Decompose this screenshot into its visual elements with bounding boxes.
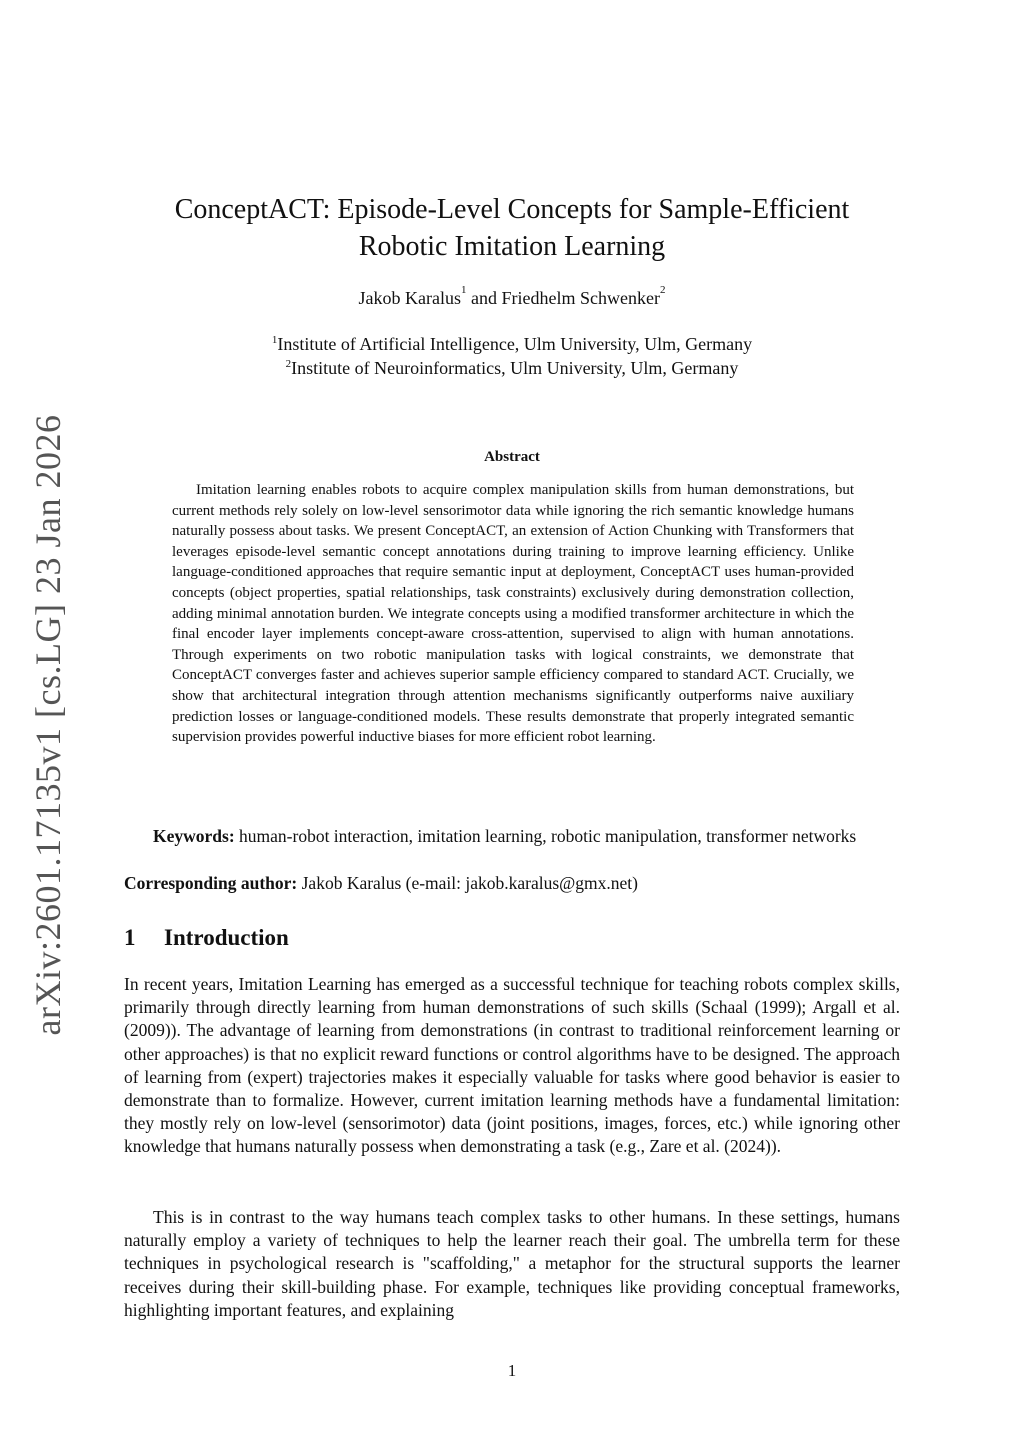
- affiliation-2-text: Institute of Neuroinformatics, Ulm University, Ulm, Germany: [291, 358, 739, 378]
- corresponding-author: [124, 872, 900, 895]
- body-paragraph-2: This is in contrast to the way humans teach complex tasks to other humans. In these settings, humans naturally employ a variety of techniques to help the learner reach their goal. The umbrella term for these techniques in psychological research is "scaffolding," a metaphor for the structural supports the learner receives during their skill-building phase. For example, techniques like providing conceptual frameworks, highlighting important features, and explaining: [124, 1207, 900, 1320]
- affiliation-1-text: Institute of Artificial Intelligence, Ulm University, Ulm, Germany: [277, 334, 753, 354]
- section-heading: [124, 925, 289, 951]
- author-1: Jakob Karalus: [358, 288, 461, 308]
- author-1-affiliation-mark: 1: [461, 284, 467, 296]
- section-number: 1: [124, 925, 136, 950]
- affiliation-1: [150, 332, 874, 356]
- abstract-text: Imitation learning enables robots to acquire complex manipulation skills from human demonstrations, but current methods rely solely on low-level sensorimotor data while ignoring the rich semantic knowledge humans naturally possess about tasks. We present ConceptACT, an extension of Action Chunking with Transformers that leverages episode-level semantic concept annotations during training to improve learning efficiency. Unlike language-conditioned approaches that require semantic input at deployment, ConceptACT uses human-provided concepts (object properties, spatial relationships, task constraints) exclusively during demonstration collection, adding minimal annotation burden. We integrate concepts using a modified transformer architecture in which the final encoder layer implements concept-aware cross-attention, supervised to align with human annotations. Through experiments on two robotic manipulation tasks with logical constraints, we demonstrate that ConceptACT converges faster and achieves superior sample efficiency compared to standard ACT. Crucially, we show that architectural integration through attention mechanisms significantly outperforms naive auxiliary prediction losses or language-conditioned models. These results demonstrate that properly integrated semantic supervision provides powerful inductive biases for more efficient robot learning.: [172, 482, 854, 746]
- body-paragraph-1: In recent years, Imitation Learning has emerged as a successful technique for teaching robots complex skills, primarily through directly learning from human demonstrations of such skills (Schaal (1999); Argall et al. (2009)). The advantage of learning from demonstrations (in contrast to traditional reinforcement learning or other approaches) is that no explicit reward functions or control algorithms have to be designed. The approach of learning from (expert) trajectories makes it especially valuable for tasks where good behavior is easier to demonstrate than to formalize. However, current imitation learning methods have a fundamental limitation: they mostly rely on low-level (sensorimotor) data (joint positions, images, forces, etc.) while ignoring other knowledge that humans naturally possess when demonstrating a task (e.g., Zare et al. (2024)).: [124, 974, 900, 1157]
- abstract-heading: Abstract: [484, 449, 540, 465]
- paper-title: [150, 191, 874, 265]
- affiliation-1-mark: 1: [271, 334, 278, 346]
- keywords: [124, 825, 900, 848]
- title-line-2: Robotic Imitation Learning: [358, 231, 666, 262]
- corresponding-author-label: Corresponding author:: [124, 873, 298, 893]
- affiliations: [150, 332, 874, 380]
- section-title: Introduction: [164, 925, 289, 950]
- title-line-1: ConceptACT: Episode-Level Concepts for Sample-Efficient: [174, 194, 850, 225]
- author-2: Friedhelm Schwenker: [501, 288, 660, 308]
- keywords-text: human-robot interaction, imitation learning, robotic manipulation, transformer networks: [234, 826, 857, 846]
- affiliation-2-mark: 2: [285, 358, 292, 370]
- arxiv-identifier: arXiv:2601.17135v1 [cs.LG] 23 Jan 2026: [28, 414, 68, 1036]
- author-list: [150, 284, 874, 309]
- keywords-label: Keywords:: [153, 826, 235, 846]
- corresponding-author-text: Jakob Karalus (e-mail: jakob.karalus@gmx.net): [297, 873, 638, 893]
- page-number: 1: [507, 1361, 517, 1380]
- affiliation-2: [150, 356, 874, 380]
- author-conjunction: and: [466, 288, 502, 308]
- author-2-affiliation-mark: 2: [659, 284, 666, 296]
